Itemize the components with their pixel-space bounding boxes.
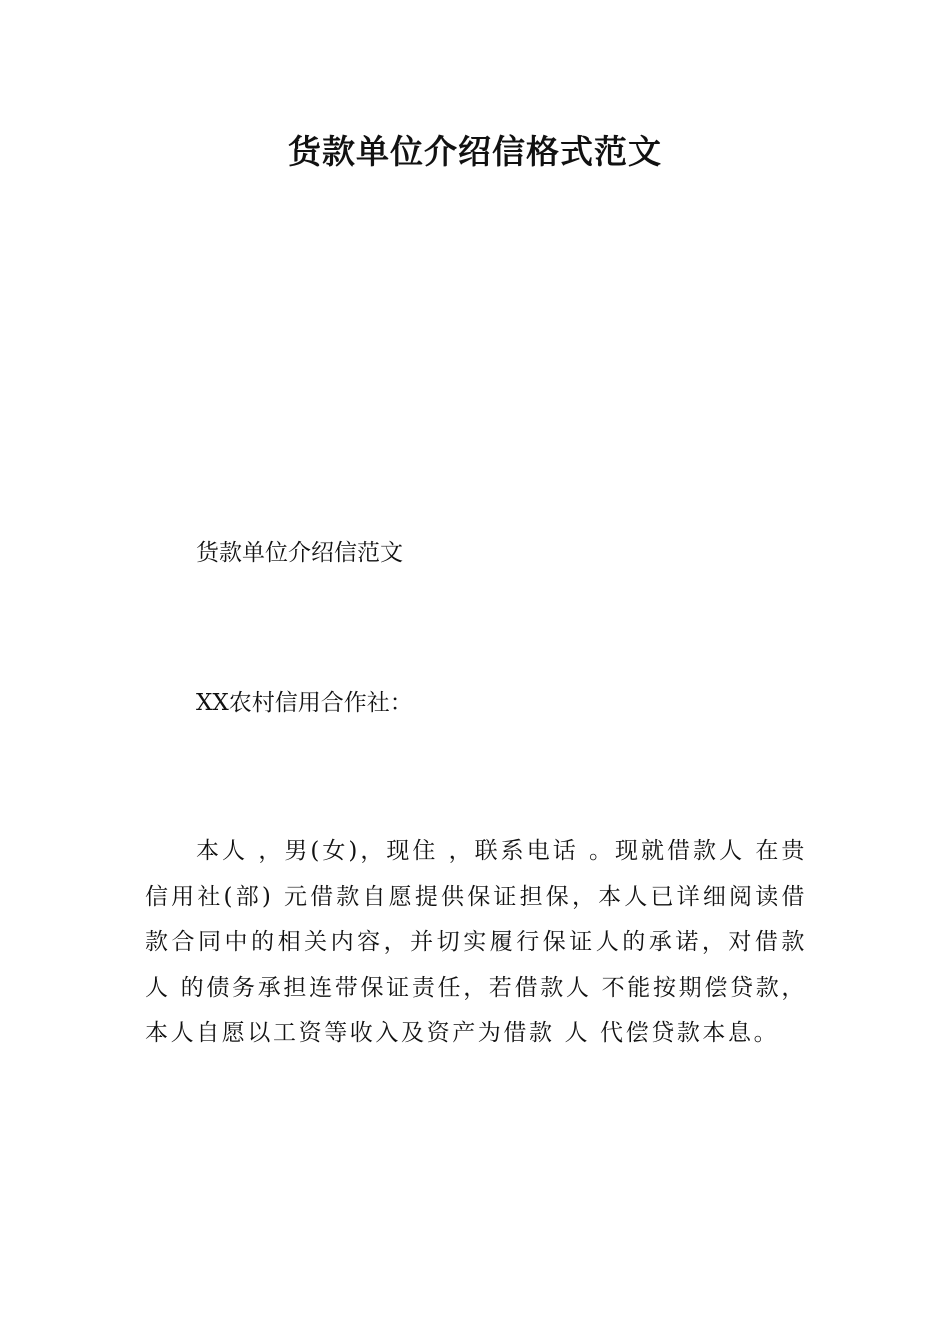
document-title: 货款单位介绍信格式范文: [288, 132, 662, 171]
salutation: XX农村信用合作社：: [196, 690, 413, 716]
body-paragraph: 本人 ，男(女)，现住 ，联系电话 。现就借款人 在贵信用社(部) 元借款自愿提供保证担保，本人已详细阅读借款合同中的相关内容，并切实履行保证人的承诺，对借款人 的债务承担连带保证责任，若借款人 不能按期偿贷款，本人自愿以工资等收入及资产为借款 人 代偿贷款本息。: [145, 838, 807, 1046]
document-subtitle: 货款单位介绍信范文: [196, 540, 403, 566]
